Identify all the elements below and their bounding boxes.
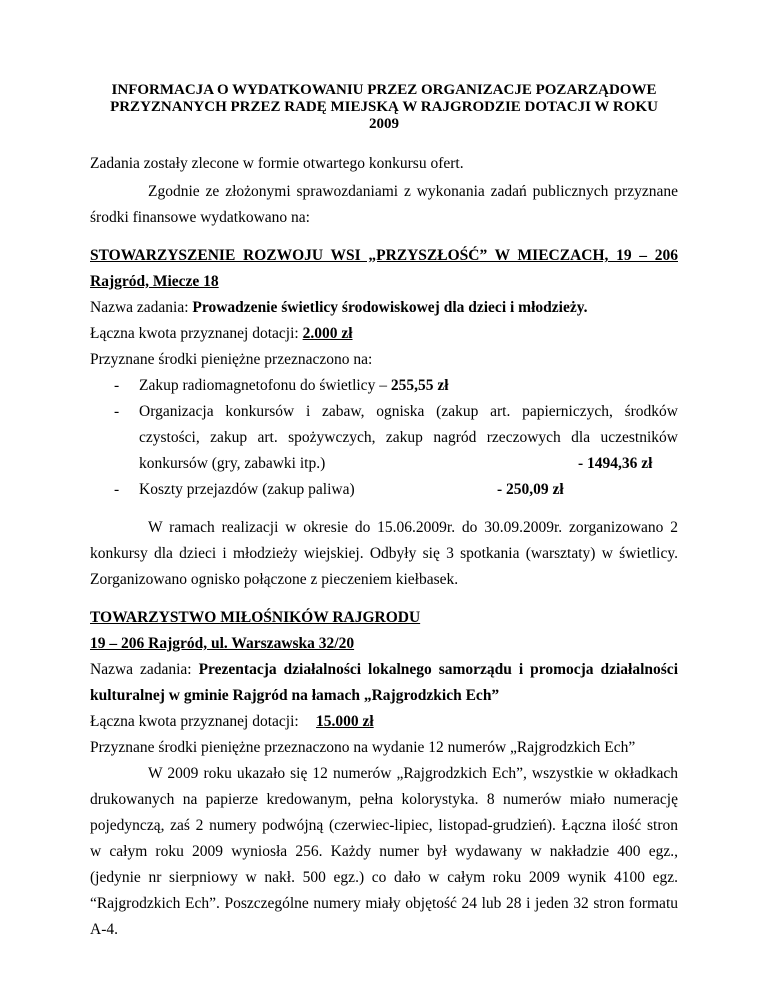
org2-heading-line-2: 19 – 206 Rajgród, ul. Warszawska 32/20 bbox=[90, 635, 355, 652]
org2-task-label: Nazwa zadania: bbox=[90, 661, 199, 678]
intro-sentence-line-2: środki finansowe wydatkowano na: bbox=[90, 209, 310, 226]
org1-item-1 bbox=[139, 377, 449, 395]
org2-desc-line-4: w całym roku 2009 wyniosła 256. Każdy numer był wydawany w nakładzie 400 egz., bbox=[90, 843, 678, 860]
org2-desc-line-3: pojedynczą, zaś 2 numery podwójną (czerwiec-lipiec, listopad-grudzień). Łączna ilość stron bbox=[90, 817, 678, 834]
org2-task-name-line-2: kulturalnej w gminie Rajgród na łamach „Rajgrodzkich Ech” bbox=[90, 687, 500, 704]
org1-task-name: Prowadzenie świetlicy środowiskowej dla dzieci i młodzieży. bbox=[192, 299, 588, 316]
org1-amount-line bbox=[90, 325, 353, 343]
org1-item-2-amount: - 1494,36 zł bbox=[578, 455, 653, 472]
document-title-line-1: INFORMACJA O WYDATKOWANIU PRZEZ ORGANIZACJE POZARZĄDOWE bbox=[111, 82, 657, 98]
org2-heading-line-1: TOWARZYSTWO MIŁOŚNIKÓW RAJGRODU bbox=[90, 609, 421, 626]
org2-desc-line-2: drukowanych na papierze kredowanym, pełna kolorystyka. 8 numerów miało numerację bbox=[90, 791, 678, 808]
org1-item-2-line-2: czystości, zakup art. spożywczych, zakup nagród rzeczowych dla uczestników bbox=[139, 429, 678, 446]
org1-task-label: Nazwa zadania: bbox=[90, 299, 193, 316]
org1-summary-line-1: W ramach realizacji w okresie do 15.06.2009r. do 30.09.2009r. zorganizowano 2 bbox=[148, 519, 678, 536]
org1-allocation-label: Przyznane środki pieniężne przeznaczono na: bbox=[90, 351, 373, 368]
org1-item-2-dash: - bbox=[114, 403, 120, 420]
org1-amount-value: 2.000 zł bbox=[302, 325, 353, 342]
org1-item-2-line-1: Organizacja konkursów i zabaw, ogniska (zakup art. papierniczych, środków bbox=[139, 403, 678, 420]
org1-item-2-line-3: konkursów (gry, zabawki itp.) bbox=[139, 455, 326, 472]
intro-paragraph: Zadania zostały zlecone w formie otwartego konkursu ofert. bbox=[90, 155, 464, 172]
org1-item-1-dash: - bbox=[114, 377, 120, 394]
document-title-line-3: 2009 bbox=[369, 116, 399, 132]
org1-item-3-dash: - bbox=[114, 481, 120, 498]
org1-heading-line-1: STOWARZYSZENIE ROZWOJU WSI „PRZYSZŁOŚĆ” W MIECZACH, 19 – 206 bbox=[90, 247, 678, 264]
org1-item-3-amount: - 250,09 zł bbox=[497, 481, 564, 498]
org1-summary-line-2: konkursy dla dzieci i młodzieży wiejskiej. Odbyły się 3 spotkania (warsztaty) w świetlicy. bbox=[90, 545, 678, 562]
org1-task-line bbox=[90, 299, 587, 317]
org1-item-3-text: Koszty przejazdów (zakup paliwa) bbox=[139, 481, 355, 498]
org2-task-name-line-1: Prezentacja działalności lokalnego samorządu i promocja działalności bbox=[198, 661, 678, 678]
org2-desc-line-7: A-4. bbox=[90, 921, 118, 938]
org2-task-line-1 bbox=[90, 661, 678, 679]
org1-item-1-text: Zakup radiomagnetofonu do świetlicy – bbox=[139, 377, 391, 394]
org1-amount-label: Łączna kwota przyznanej dotacji: bbox=[90, 325, 303, 342]
org2-desc-line-6: “Rajgrodzkich Ech”. Poszczególne numery miały objętość 24 lub 28 i jeden 32 stron formatu bbox=[90, 895, 678, 912]
org2-allocation-text: Przyznane środki pieniężne przeznaczono na wydanie 12 numerów „Rajgrodzkich Ech” bbox=[90, 739, 636, 756]
org2-desc-line-1: W 2009 roku ukazało się 12 numerów „Rajgrodzkich Ech”, wszystkie w okładkach bbox=[148, 765, 678, 782]
org1-item-1-amount: 255,55 zł bbox=[390, 377, 449, 394]
org2-amount-value: 15.000 zł bbox=[316, 713, 374, 730]
org1-heading-line-2: Rajgród, Miecze 18 bbox=[90, 273, 219, 290]
document-title-line-2: PRZYZNANYCH PRZEZ RADĘ MIEJSKĄ W RAJGRODZIE DOTACJI W ROKU bbox=[110, 99, 658, 115]
org2-desc-line-5: (jedynie nr sierpniowy w nakł. 500 egz.) co dało w całym roku 2009 wynik 4100 egz. bbox=[90, 869, 678, 886]
org2-amount-label: Łączna kwota przyznanej dotacji: bbox=[90, 713, 299, 730]
intro-sentence-line-1: Zgodnie ze złożonymi sprawozdaniami z wykonania zadań publicznych przyznane bbox=[148, 183, 678, 200]
org1-summary-line-3: Zorganizowano ognisko połączone z pieczeniem kiełbasek. bbox=[90, 571, 459, 588]
